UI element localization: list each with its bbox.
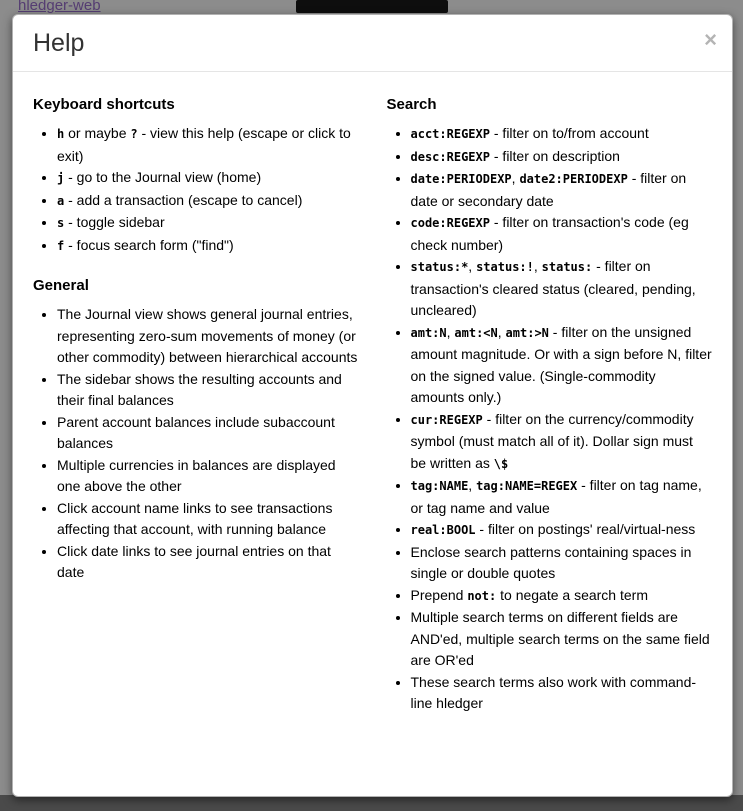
- inline-code: \$: [493, 456, 509, 471]
- list-item: • amt:N, amt:<N, amt:>N - filter on the unsigned amount magnitude. Or with a sign before N, filter on the signed value. (Single-commodity amounts only.): [411, 322, 713, 409]
- inline-code: real:BOOL: [410, 523, 476, 537]
- list-item: • acct:REGEXP - filter on to/from account: [411, 123, 713, 146]
- list-item: • Multiple currencies in balances are displayed one above the other: [57, 455, 359, 498]
- inline-code: tag:NAME=REGEX: [476, 479, 578, 493]
- list-item: • code:REGEXP - filter on transaction's code (eg check number): [411, 212, 713, 256]
- list-item: • These search terms also work with command-line hledger: [411, 672, 713, 715]
- list-item: • f - focus search form ("find"): [57, 235, 359, 258]
- inline-code: s: [57, 216, 65, 230]
- list-item: • The Journal view shows general journal entries, representing zero-sum movements of money (or other commodity) between hierarchical accounts: [57, 304, 359, 369]
- search-heading: Search: [386, 96, 437, 113]
- inline-code: a: [57, 193, 65, 208]
- inline-code: date2:PERIODEXP: [519, 172, 628, 186]
- close-icon[interactable]: ×: [704, 27, 717, 52]
- list-item: • s - toggle sidebar: [57, 212, 359, 235]
- keyboard-shortcuts-list: [33, 123, 359, 257]
- inline-code: status:*: [410, 260, 469, 274]
- inline-code: code:REGEXP: [410, 216, 490, 230]
- inline-code: status:!: [476, 260, 534, 274]
- list-item: • Enclose search patterns containing spaces in single or double quotes: [411, 542, 713, 585]
- list-item: • status:*, status:!, status: - filter on transaction's cleared status (cleared, pending, uncleared): [411, 256, 713, 322]
- list-item: • tag:NAME, tag:NAME=REGEX - filter on tag name, or tag name and value: [411, 475, 713, 519]
- list-item: • The sidebar shows the resulting accounts and their final balances: [57, 369, 359, 412]
- inline-code: j: [57, 171, 65, 185]
- inline-code: amt:<N: [454, 325, 498, 340]
- inline-code: not:: [467, 588, 497, 603]
- inline-code: tag:NAME: [410, 479, 469, 493]
- inline-code: amt:>N: [505, 325, 549, 340]
- left-column: [19, 86, 373, 735]
- list-item: • real:BOOL - filter on postings' real/virtual-ness: [411, 519, 713, 542]
- inline-code: ?: [130, 127, 138, 141]
- inline-code: f: [57, 238, 65, 253]
- list-item: • a - add a transaction (escape to cancel): [57, 190, 359, 213]
- inline-code: acct:REGEXP: [410, 127, 490, 141]
- modal-header: [13, 15, 732, 72]
- list-item: • Click account name links to see transactions affecting that account, with running balance: [57, 498, 359, 541]
- general-list: [33, 304, 359, 584]
- list-item: • Parent account balances include subaccount balances: [57, 412, 359, 455]
- list-item: • cur:REGEXP - filter on the currency/commodity symbol (must match all of it). Dollar sign must be written as \$: [411, 409, 713, 476]
- hledger-web-brand-link: hledger-web: [18, 0, 101, 14]
- list-item: • desc:REGEXP - filter on description: [411, 146, 713, 169]
- inline-code: cur:REGEXP: [410, 412, 483, 427]
- inline-code: desc:REGEXP: [410, 149, 490, 164]
- list-item: • Prepend not: to negate a search term: [411, 585, 713, 608]
- list-item: • Multiple search terms on different fields are AND'ed, multiple search terms on the same field are OR'ed: [411, 607, 713, 672]
- inline-code: status:: [541, 260, 593, 274]
- right-column: [373, 86, 727, 735]
- modal-body: [13, 72, 732, 755]
- search-list: [387, 123, 713, 715]
- general-heading: General: [33, 277, 89, 294]
- inline-code: h: [57, 127, 65, 141]
- list-item: • date:PERIODEXP, date2:PERIODEXP - filter on date or secondary date: [411, 168, 713, 212]
- list-item: • j - go to the Journal view (home): [57, 167, 359, 190]
- keyboard-shortcuts-heading: Keyboard shortcuts: [33, 96, 175, 113]
- list-item: • h or maybe ? - view this help (escape or click to exit): [57, 123, 359, 167]
- inline-code: date:PERIODEXP: [410, 172, 512, 186]
- modal-title: Help: [33, 29, 85, 57]
- list-item: • Click date links to see journal entries on that date: [57, 541, 359, 584]
- inline-code: amt:N: [410, 325, 447, 340]
- help-modal: [12, 14, 733, 797]
